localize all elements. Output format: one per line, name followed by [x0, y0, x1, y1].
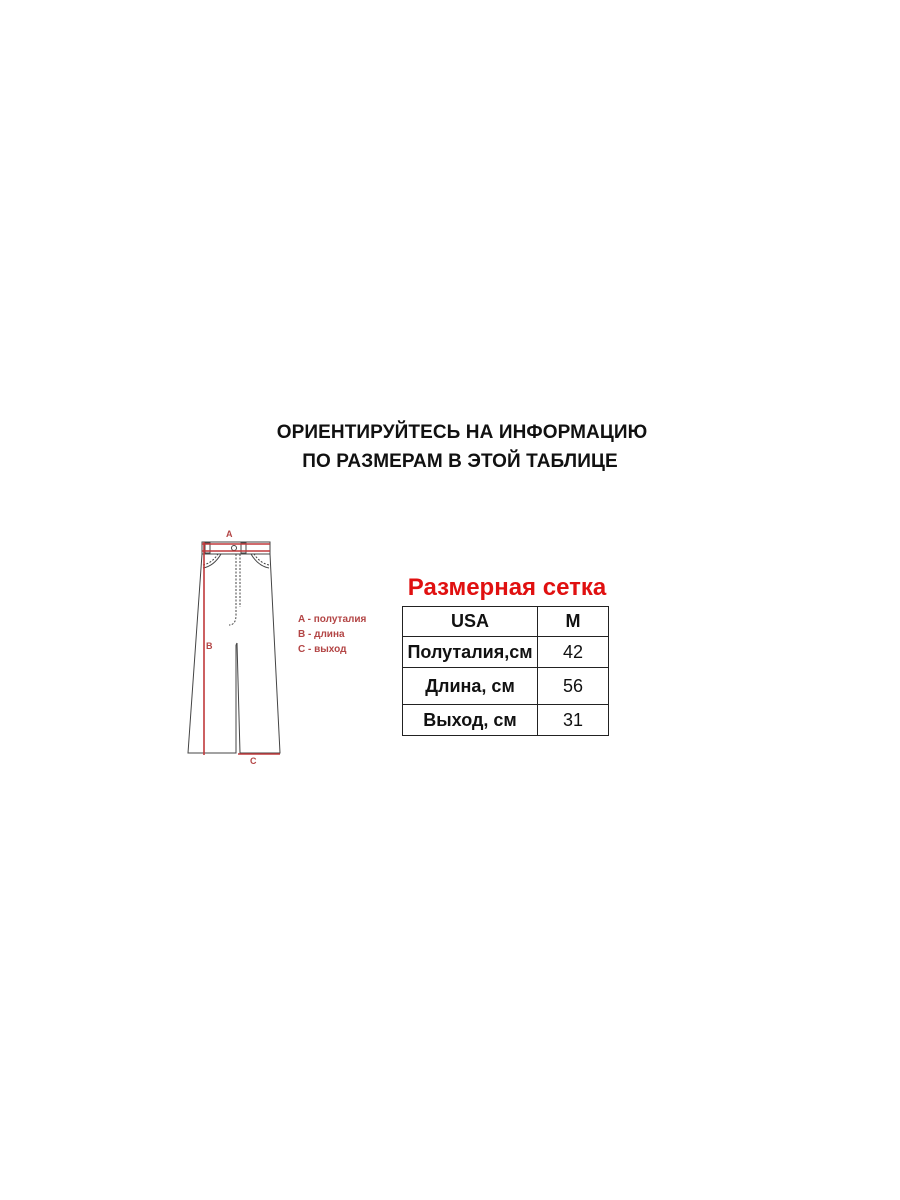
row-value: 42 [538, 637, 609, 668]
pants-measurement-diagram [180, 525, 290, 770]
table-header-row [403, 607, 609, 637]
page-heading [0, 418, 900, 476]
header-cell-region: USA [403, 607, 538, 637]
legend-item-a: A - полуталия [298, 614, 367, 625]
table-row [403, 668, 609, 705]
header-cell-size: M [538, 607, 609, 637]
row-value: 31 [538, 705, 609, 736]
size-chart-title: Размерная сетка [407, 574, 607, 601]
size-table [402, 606, 609, 736]
measurement-lines [202, 542, 280, 755]
legend-item-b: B - длина [298, 629, 345, 640]
row-label: Полуталия,см [403, 637, 538, 668]
label-c: C [250, 756, 257, 766]
row-label: Длина, см [403, 668, 538, 705]
pants-outline [188, 542, 280, 753]
measurement-legend [298, 612, 366, 657]
label-b: B [206, 641, 213, 651]
legend-item-c: C - выход [298, 644, 347, 655]
table-row [403, 705, 609, 736]
label-a: A [226, 529, 233, 539]
row-value: 56 [538, 668, 609, 705]
heading-line-2: ПО РАЗМЕРАМ В ЭТОЙ ТАБЛИЦЕ [302, 451, 618, 472]
heading-line-1: ОРИЕНТИРУЙТЕСЬ НА ИНФОРМАЦИЮ [276, 422, 648, 443]
table-row [403, 637, 609, 668]
row-label: Выход, см [403, 705, 538, 736]
